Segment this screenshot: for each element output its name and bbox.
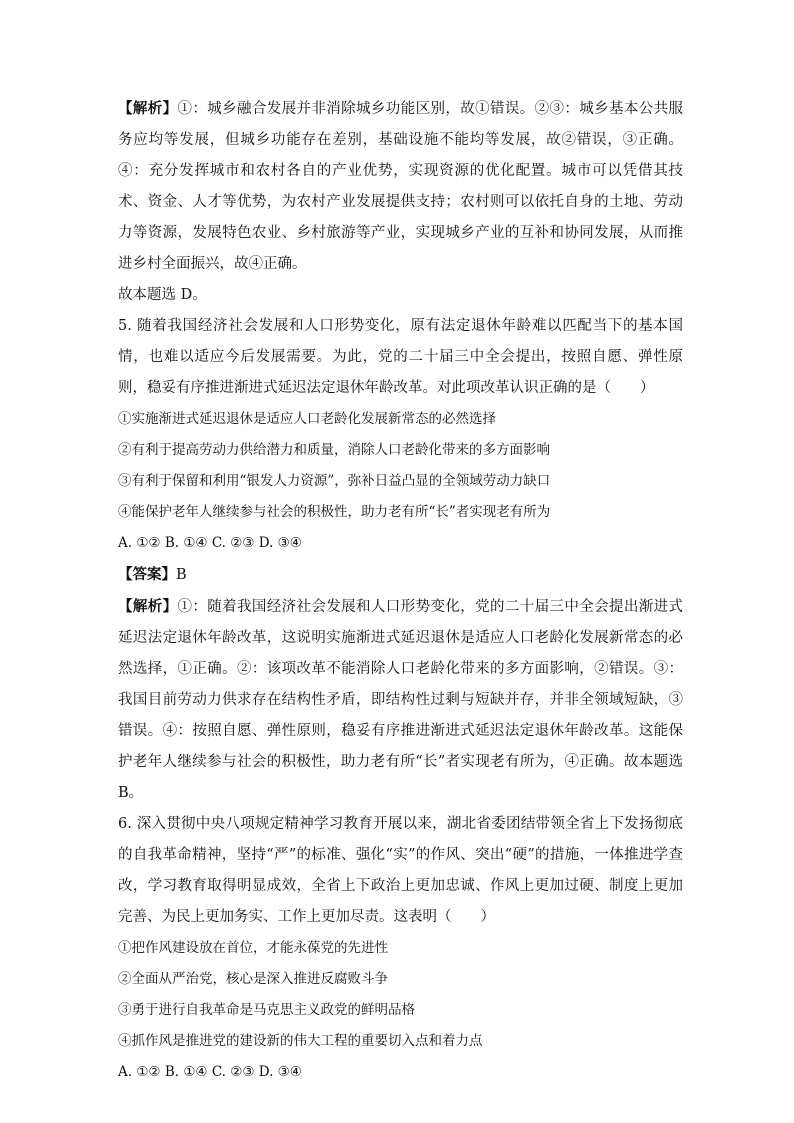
q6-choices: A. ①② B. ①④ C. ②③ D. ③④ (118, 1064, 302, 1080)
q4-conclusion: 故本题选 D。 (118, 287, 207, 303)
q6-stem: 6. 深入贯彻中央八项规定精神学习教育开展以来，湖北省委团结带领全省上下发扬彻底的自我革命精神，坚持“严”的标准、强化“实”的作风、突出“硬”的措施，一体推进学查改，学习教育取得明显成效，全省上下政治上更加忠诚、作风上更加过硬、制度上更加完善、为民上更加务实、工作上更加尽责。这表明（ ） (118, 816, 683, 925)
q5-stem: 5. 随着我国经济社会发展和人口形势变化，原有法定退休年龄难以匹配当下的基本国情，也难以适应今后发展需要。为此，党的二十届三中全会提出，按照自愿、弹性原则，稳妥有序推进渐进式延迟法定退休年龄改革。对此项改革认识正确的是（ ） (118, 318, 683, 396)
q5-analysis-text: ①：随着我国经济社会发展和人口形势变化，党的二十届三中全会提出渐进式延迟法定退休年龄改革，这说明实施渐进式延迟退休是适应人口老龄化发展新常态的必然选择，①正确。②：该项改革不能消除人口老龄化带来的多方面影响，②错误。③：我国目前劳动力供求存在结构性矛盾，即结构性过剩与短缺并存，并非全领域短缺，③错误。④：按照自愿、弹性原则，稳妥有序推进渐进式延迟法定退休年龄改革。这能保护老年人继续参与社会的积极性，助力老有所“长”者实现老有所为，④正确。故本题选 B。 (118, 599, 683, 801)
document-page (118, 93, 683, 1088)
q5-option-3: ③有利于保留和利用“银发人力资源”，弥补日益凸显的全领域劳动力缺口 (118, 473, 551, 489)
q5-analysis (118, 591, 683, 809)
q4-analysis-text: ①：城乡融合发展并非消除城乡功能区别，故①错误。②③：城乡基本公共服务应均等发展，但城乡功能存在差别，基础设施不能均等发展，故②错误，③正确。④：充分发挥城市和农村各自的产业优势，实现资源的优化配置。城市可以凭借其技术、资金、人才等优势，为农村产业发展提供支持；农村则可以依托自身的土地、劳动力等资源，发展特色农业、乡村旅游等产业，实现城乡产业的互补和协同发展，从而推进乡村全面振兴，故④正确。 (118, 101, 683, 272)
q4-analysis (118, 93, 683, 280)
q6-option-4: ④抓作风是推进党的建设新的伟大工程的重要切入点和着力点 (118, 1033, 483, 1049)
q6-option-1: ①把作风建设放在首位，才能永葆党的先进性 (118, 940, 388, 956)
q5-analysis-label: 【解析】 (118, 598, 178, 615)
q5-answer-value: B (176, 567, 187, 583)
q4-analysis-label: 【解析】 (118, 100, 178, 117)
q5-option-4: ④能保护老年人继续参与社会的积极性，助力老有所“长”者实现老有所为 (118, 504, 551, 520)
q5-option-1: ①实施渐进式延迟退休是适应人口老龄化发展新常态的必然选择 (118, 411, 496, 427)
q5-answer (118, 559, 683, 591)
q5-option-2: ②有利于提高劳动力供给潜力和质量，消除人口老龄化带来的多方面影响 (118, 442, 550, 458)
q6-option-3: ③勇于进行自我革命是马克思主义政党的鲜明品格 (118, 1002, 415, 1018)
q5-answer-label: 【答案】 (118, 566, 176, 583)
q6-option-2: ②全面从严治党，核心是深入推进反腐败斗争 (118, 971, 388, 987)
q5-choices: A. ①② B. ①④ C. ②③ D. ③④ (118, 535, 302, 551)
